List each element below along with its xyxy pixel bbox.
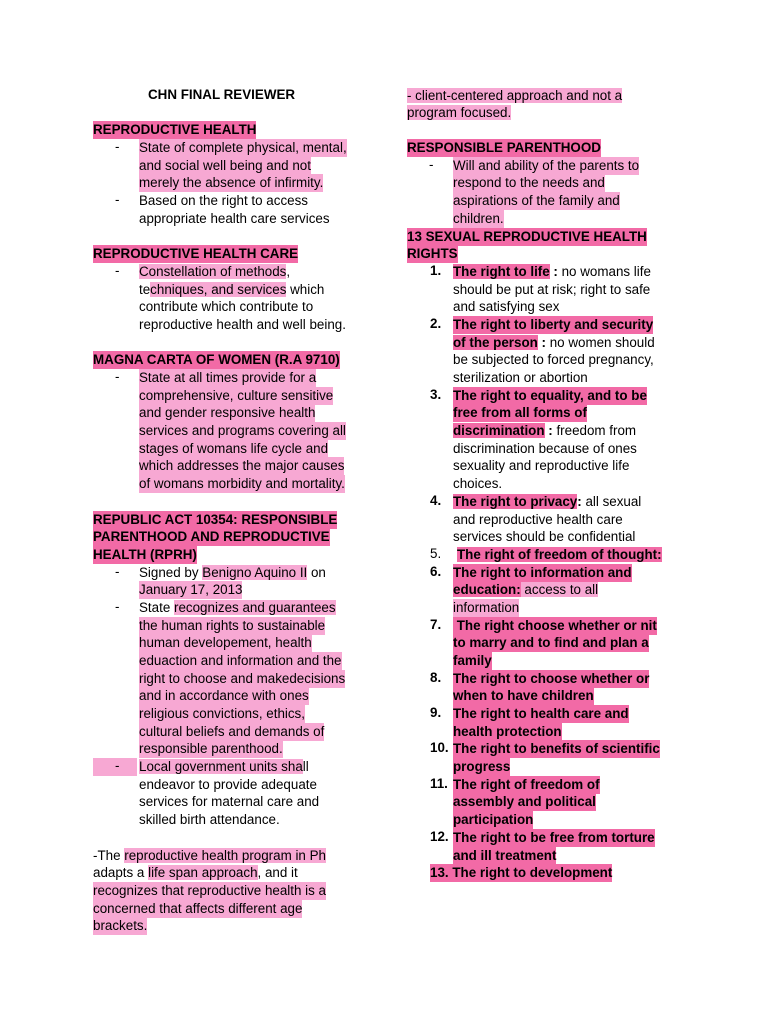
list-item: 13. The right to development <box>430 865 613 880</box>
section-heading-magna-carta: MAGNA CARTA OF WOMEN (R.A 9710) <box>93 352 340 367</box>
section-heading-republic-act: REPUBLIC ACT 10354: RESPONSIBLE <box>93 512 338 527</box>
list-number: 11. <box>430 776 448 791</box>
list-item: The right to choose whether or <box>453 671 650 686</box>
list-number: 3. <box>430 387 442 402</box>
list-item: The right to liberty and security <box>453 317 654 332</box>
bullet-dash: - <box>115 369 120 384</box>
text-line: family <box>453 653 492 668</box>
list-item: The right to information and <box>453 565 632 580</box>
list-item: The right to benefits of scientific <box>453 741 660 756</box>
text-line: religious convictions, ethics, <box>139 706 305 721</box>
text-line: Will and ability of the parents to <box>453 158 640 173</box>
text-line: stages of womans life cycle and <box>139 441 329 456</box>
text-line: adapts a life span approach, and it <box>93 865 298 880</box>
text-line: to marry and to find and plan a <box>453 635 649 650</box>
section-heading-sexual-reproductive-health-rights: 13 SEXUAL REPRODUCTIVE HEALTH <box>407 229 647 244</box>
text-line: and social well being and not <box>139 158 311 173</box>
text-line: sterilization or abortion <box>453 370 588 385</box>
section-heading-sexual-reproductive-health-rights: RIGHTS <box>407 246 458 261</box>
text-line: Based on the right to access <box>139 193 308 208</box>
text-line: services for maternal care and <box>139 794 320 809</box>
list-number: 6. <box>430 564 442 579</box>
text-line: right to choose and makedecisions <box>139 671 346 686</box>
section-heading-republic-act: HEALTH (RPRH) <box>93 547 197 562</box>
page-title: CHN FINAL REVIEWER <box>148 87 296 102</box>
list-number: 4. <box>430 493 442 508</box>
text-line: Local government units shall <box>139 759 309 774</box>
list-item: The right of freedom of <box>453 777 600 792</box>
text-line: program focused. <box>407 105 512 120</box>
list-number: 1. <box>430 263 442 278</box>
text-line: recognizes that reproductive health is a <box>93 883 326 898</box>
text-line: techniques, and services which <box>139 282 325 297</box>
bullet-dash: - <box>115 192 120 207</box>
list-item: The right to be free from torture <box>453 830 655 845</box>
text-line: -The reproductive health program in Ph <box>93 848 326 863</box>
list-number: 9. <box>430 705 442 720</box>
text-line: of womans morbidity and mortality. <box>139 476 345 491</box>
text-line: State at all times provide for a <box>139 370 317 385</box>
list-number: 2. <box>430 316 442 331</box>
section-heading-reproductive-health-care: REPRODUCTIVE HEALTH CARE <box>93 246 299 261</box>
text-line: choices. <box>453 476 503 491</box>
text-line: services should be confidential <box>453 529 636 544</box>
list-item: The right to privacy: all sexual <box>453 494 642 509</box>
list-number: 12. <box>430 829 449 844</box>
list-item: The right to life : no womans life <box>453 264 651 279</box>
list-item: The right of freedom of thought: <box>457 547 662 562</box>
bullet-dash: - <box>115 139 120 154</box>
text-line: - client-centered approach and not a <box>407 88 623 103</box>
bullet-dash: - <box>115 564 120 579</box>
text-line: State recognizes and guarantees <box>139 600 336 615</box>
text-line: concerned that affects different age <box>93 901 303 916</box>
text-line: cultural beliefs and demands of <box>139 724 325 739</box>
text-line: of the person : no women should <box>453 335 655 350</box>
text-line: and gender responsive health <box>139 405 316 420</box>
text-line: merely the absence of infirmity. <box>139 175 324 190</box>
section-heading-republic-act: PARENTHOOD AND REPRODUCTIVE <box>93 529 330 544</box>
text-line: endeavor to provide adequate <box>139 777 317 792</box>
list-number: 8. <box>430 670 442 685</box>
bullet-dash: - <box>115 758 120 773</box>
text-line: contribute which contribute to <box>139 299 314 314</box>
text-line: January 17, 2013 <box>139 582 243 597</box>
text-line: discrimination because of ones <box>453 441 637 456</box>
list-number: 5. <box>430 546 442 561</box>
list-number: 7. <box>430 617 442 632</box>
text-line: and in accordance with ones <box>139 688 309 703</box>
text-line: brackets. <box>93 918 148 933</box>
section-heading-responsible-parenthood: RESPONSIBLE PARENTHOOD <box>407 140 601 155</box>
bullet-dash: - <box>429 157 434 172</box>
text-line: education: access to all <box>453 582 599 597</box>
text-line: and satisfying sex <box>453 299 560 314</box>
text-line: respond to the needs and <box>453 175 605 190</box>
text-line: State of complete physical, mental, <box>139 140 347 155</box>
section-heading-reproductive-health: REPRODUCTIVE HEALTH <box>93 122 257 137</box>
text-line: assembly and political <box>453 794 596 809</box>
text-line: health protection <box>453 724 562 739</box>
list-number: 10. <box>430 740 449 755</box>
text-line: Signed by Benigno Aquino II on <box>139 565 326 580</box>
bullet-dash: - <box>115 599 120 614</box>
text-line: responsible parenthood. <box>139 741 283 756</box>
text-line: and reproductive health care <box>453 512 623 527</box>
text-line: aspirations of the family and <box>453 193 620 208</box>
text-line: should be put at risk; right to safe <box>453 282 651 297</box>
text-line: children. <box>453 211 504 226</box>
list-item: The right to equality, and to be <box>453 388 647 403</box>
text-line: the human rights to sustainable <box>139 618 326 633</box>
bullet-dash: - <box>115 263 120 278</box>
text-line: comprehensive, culture sensitive <box>139 388 334 403</box>
text-line: services and programs covering all <box>139 423 346 438</box>
text-line: human developement, health <box>139 635 312 650</box>
text-line: and ill treatment <box>453 848 557 863</box>
list-item: The right choose whether or nit <box>453 618 657 633</box>
text-line: progress <box>453 759 511 774</box>
text-line: sexuality and reproductive life <box>453 458 630 473</box>
list-item: The right to health care and <box>453 706 629 721</box>
text-line: reproductive health and well being. <box>139 317 346 332</box>
text-line: when to have children <box>453 688 594 703</box>
text-line: information <box>453 600 520 615</box>
text-line: Constellation of methods, <box>139 264 291 279</box>
text-line: which addresses the major causes <box>139 458 345 473</box>
text-line: skilled birth attendance. <box>139 812 280 827</box>
text-line: eduaction and information and the <box>139 653 342 668</box>
text-line: participation <box>453 812 534 827</box>
text-line: free from all forms of <box>453 405 587 420</box>
text-line: discrimination : freedom from <box>453 423 637 438</box>
text-line: appropriate health care services <box>139 211 330 226</box>
text-line: be subjected to forced pregnancy, <box>453 352 654 367</box>
